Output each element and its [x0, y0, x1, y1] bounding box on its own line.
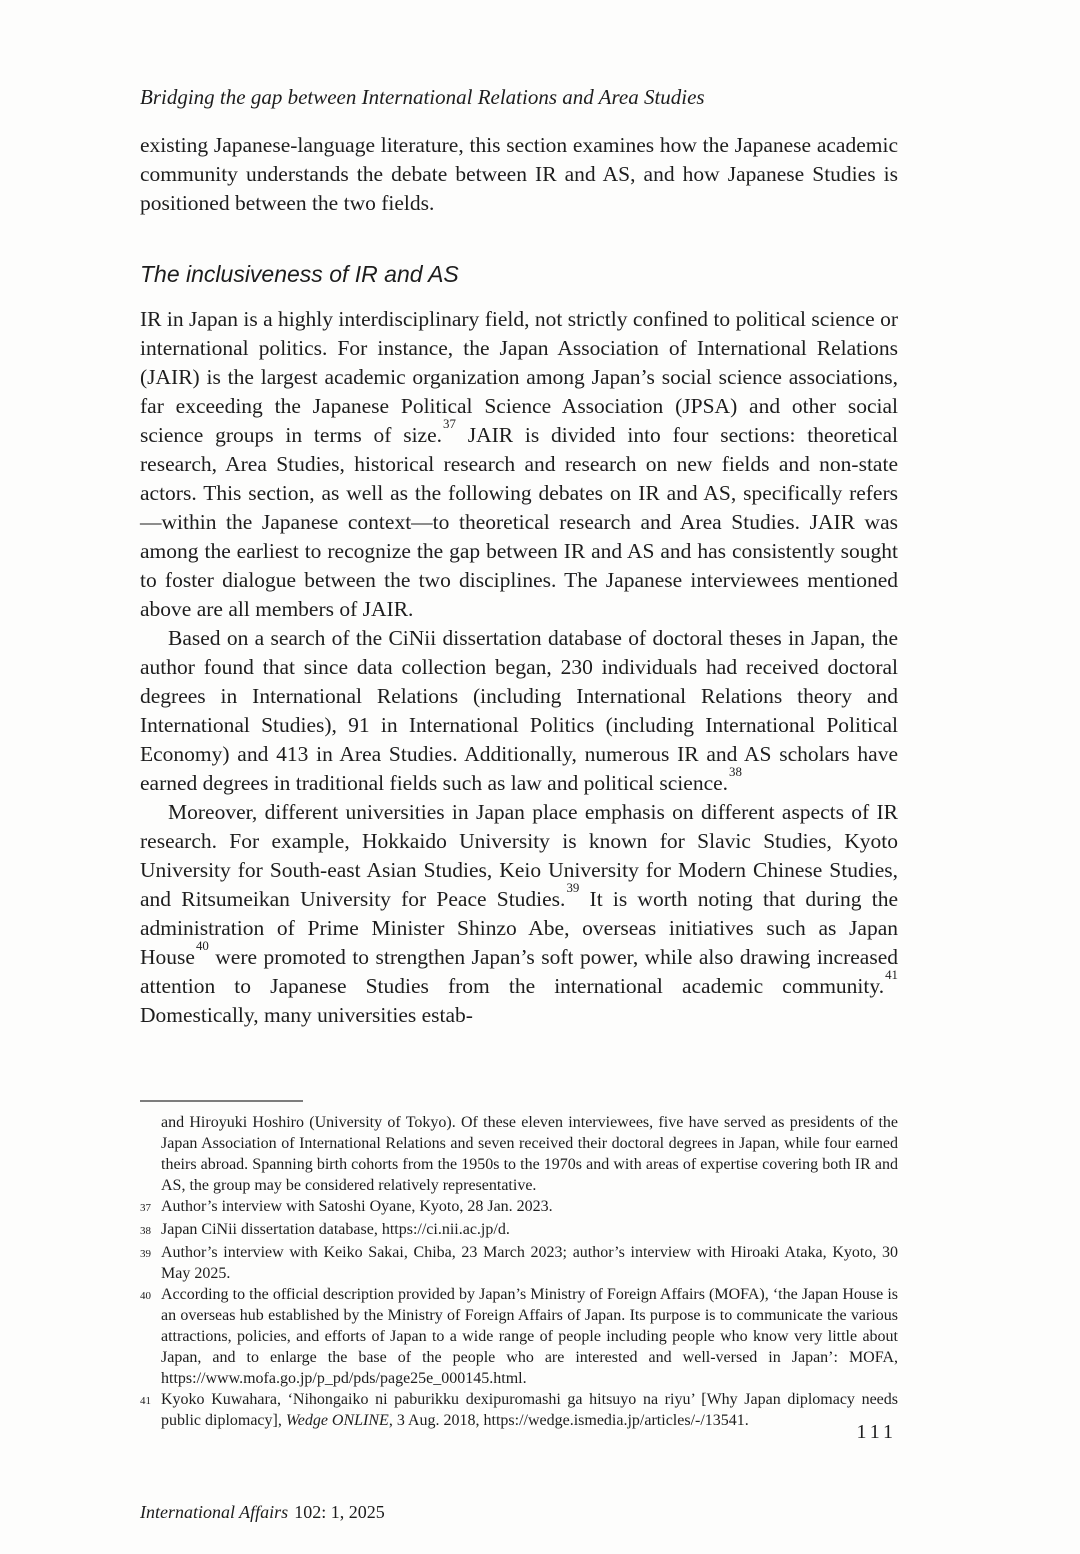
- text-run: According to the official description provided by Japan’s Ministry of Foreign Affairs (MOFA), ‘the Japan House is an overseas hub established by the Ministry of Foreign Affairs of Japan. Its purpose is to communicate the various attractions, policies, and efforts of Japan to a wide range of people including people who know very little about Japan, and to enlarge the base of the people who are interested and well-versed in Japan’: MOFA, https://www.mofa.go.jp/p_pd/pds/page25e_000145.html.: [161, 1286, 898, 1387]
- footnote-continuation: [140, 1112, 898, 1196]
- journal-issue-info: 102: 1, 2025: [294, 1502, 385, 1522]
- footnote-number: 38: [140, 1225, 151, 1237]
- text-run: Author’s interview with Keiko Sakai, Chiba, 23 March 2023; author’s interview with Hiroaki Ataka, Kyoto, 30 May 2025.: [161, 1244, 898, 1282]
- footnote-reference: 38: [729, 765, 742, 780]
- footnote-text: [161, 1284, 898, 1389]
- text-run: , 3 Aug. 2018, https://wedge.ismedia.jp/articles/-/13541.: [388, 1412, 749, 1429]
- text-run: Moreover, different universities in Japan place emphasis on different aspects of IR research. For example, Hokkaido University is known for Slavic Studies, Kyoto University for South-east Asian Studies, Keio University for Modern Chinese Studies, and Ritsumeikan University for Peace Studies.: [140, 800, 898, 911]
- footnote-number: 39: [140, 1248, 151, 1260]
- text-run: were promoted to strengthen Japan’s soft power, while also drawing increased attention to Japanese Studies from the international academic community.: [140, 945, 898, 998]
- footnote-reference: 37: [443, 417, 456, 432]
- text-run: Author’s interview with Satoshi Oyane, Kyoto, 28 Jan. 2023.: [161, 1198, 553, 1215]
- footnote-item-39: [140, 1242, 898, 1284]
- page-content: [140, 84, 898, 1030]
- footnote-item-41: [140, 1389, 898, 1431]
- footnote-separator-rule: [140, 1100, 303, 1102]
- journal-title: International Affairs: [140, 1502, 289, 1522]
- text-run: IR in Japan is a highly interdisciplinary field, not strictly confined to political science or international politics. For instance, the Japan Association of International Relations (JAIR) is the largest academic organization among Japan’s social science associations, far exceeding the Japanese Political Science Association (JPSA) and other social science groups in terms of size.: [140, 307, 898, 447]
- footnote-reference: 40: [195, 939, 209, 954]
- footnote-text: [161, 1242, 898, 1284]
- text-run: JAIR is divided into four sections: theoretical research, Area Studies, historical research and research on new fields and non-state actors. This section, as well as the following debates on IR and AS, specifically refers—within the Japanese context—to theoretical research and Area Studies. JAIR was among the earliest to recognize the gap between IR and AS and has consistently sought to foster dialogue between the two disciplines. The Japanese interviewees mentioned above are all members of JAIR.: [140, 423, 898, 621]
- text-run: Japan CiNii dissertation database, https://ci.nii.ac.jp/d.: [161, 1221, 510, 1238]
- body-paragraph-2: [140, 624, 898, 798]
- text-run: It is worth noting that during the administration of Prime Minister Shinzo Abe, overseas initiatives such as Japan House: [140, 887, 899, 969]
- intro-paragraph: existing Japanese-language literature, this section examines how the Japanese academic community understands the debate between IR and AS, and how Japanese Studies is positioned between the two fields.: [140, 133, 898, 215]
- text-run: Wedge ONLINE: [285, 1412, 389, 1429]
- footnote-number: 40: [140, 1290, 151, 1302]
- footnote-item-38: [140, 1219, 898, 1242]
- text-run: Kyoko Kuwahara, ‘Nihongaiko ni paburikku dexipuromashi ga hitsuyo na riyu’ [Why Japan diplomacy needs public diplomacy],: [161, 1391, 898, 1429]
- footnote-text: and Hiroyuki Hoshiro (University of Tokyo). Of these eleven interviewees, five have served as presidents of the Japan Association of International Relations and seven received their doctoral degrees in Japan, while four earned theirs abroad. Spanning birth cohorts from the 1950s to the 1970s and with areas of expertise covering both IR and AS, the group may be considered relatively representative.: [161, 1114, 898, 1194]
- body-paragraph-3: [140, 798, 898, 1030]
- footnotes-section: [140, 1100, 898, 1431]
- text-run: Based on a search of the CiNii dissertation database of doctoral theses in Japan, the author found that since data collection began, 230 individuals had received doctoral degrees in International Relations (including International Relations theory and International Studies), 91 in International Politics (including International Political Economy) and 413 in Area Studies. Additionally, numerous IR and AS scholars have earned degrees in traditional fields such as law and political science.: [140, 626, 898, 795]
- body-paragraph-1: [140, 305, 898, 624]
- running-head: Bridging the gap between International Relations and Area Studies: [140, 85, 705, 109]
- footnote-text: [161, 1196, 898, 1219]
- page-number: 111: [856, 1421, 897, 1443]
- footnote-text: [161, 1389, 898, 1431]
- footnote-number: 41: [140, 1395, 151, 1407]
- text-run: Domestically, many universities estab-: [140, 1003, 473, 1027]
- footnote-reference: 41: [885, 968, 898, 983]
- journal-footer: [140, 1501, 385, 1523]
- footnote-item-37: [140, 1196, 898, 1219]
- footnote-reference: 39: [566, 881, 580, 896]
- footnote-number-empty: [140, 1112, 161, 1196]
- section-heading: The inclusiveness of IR and AS: [140, 261, 459, 287]
- footnote-text: [161, 1219, 898, 1242]
- footnote-item-40: [140, 1284, 898, 1389]
- footnote-number: 37: [140, 1202, 151, 1214]
